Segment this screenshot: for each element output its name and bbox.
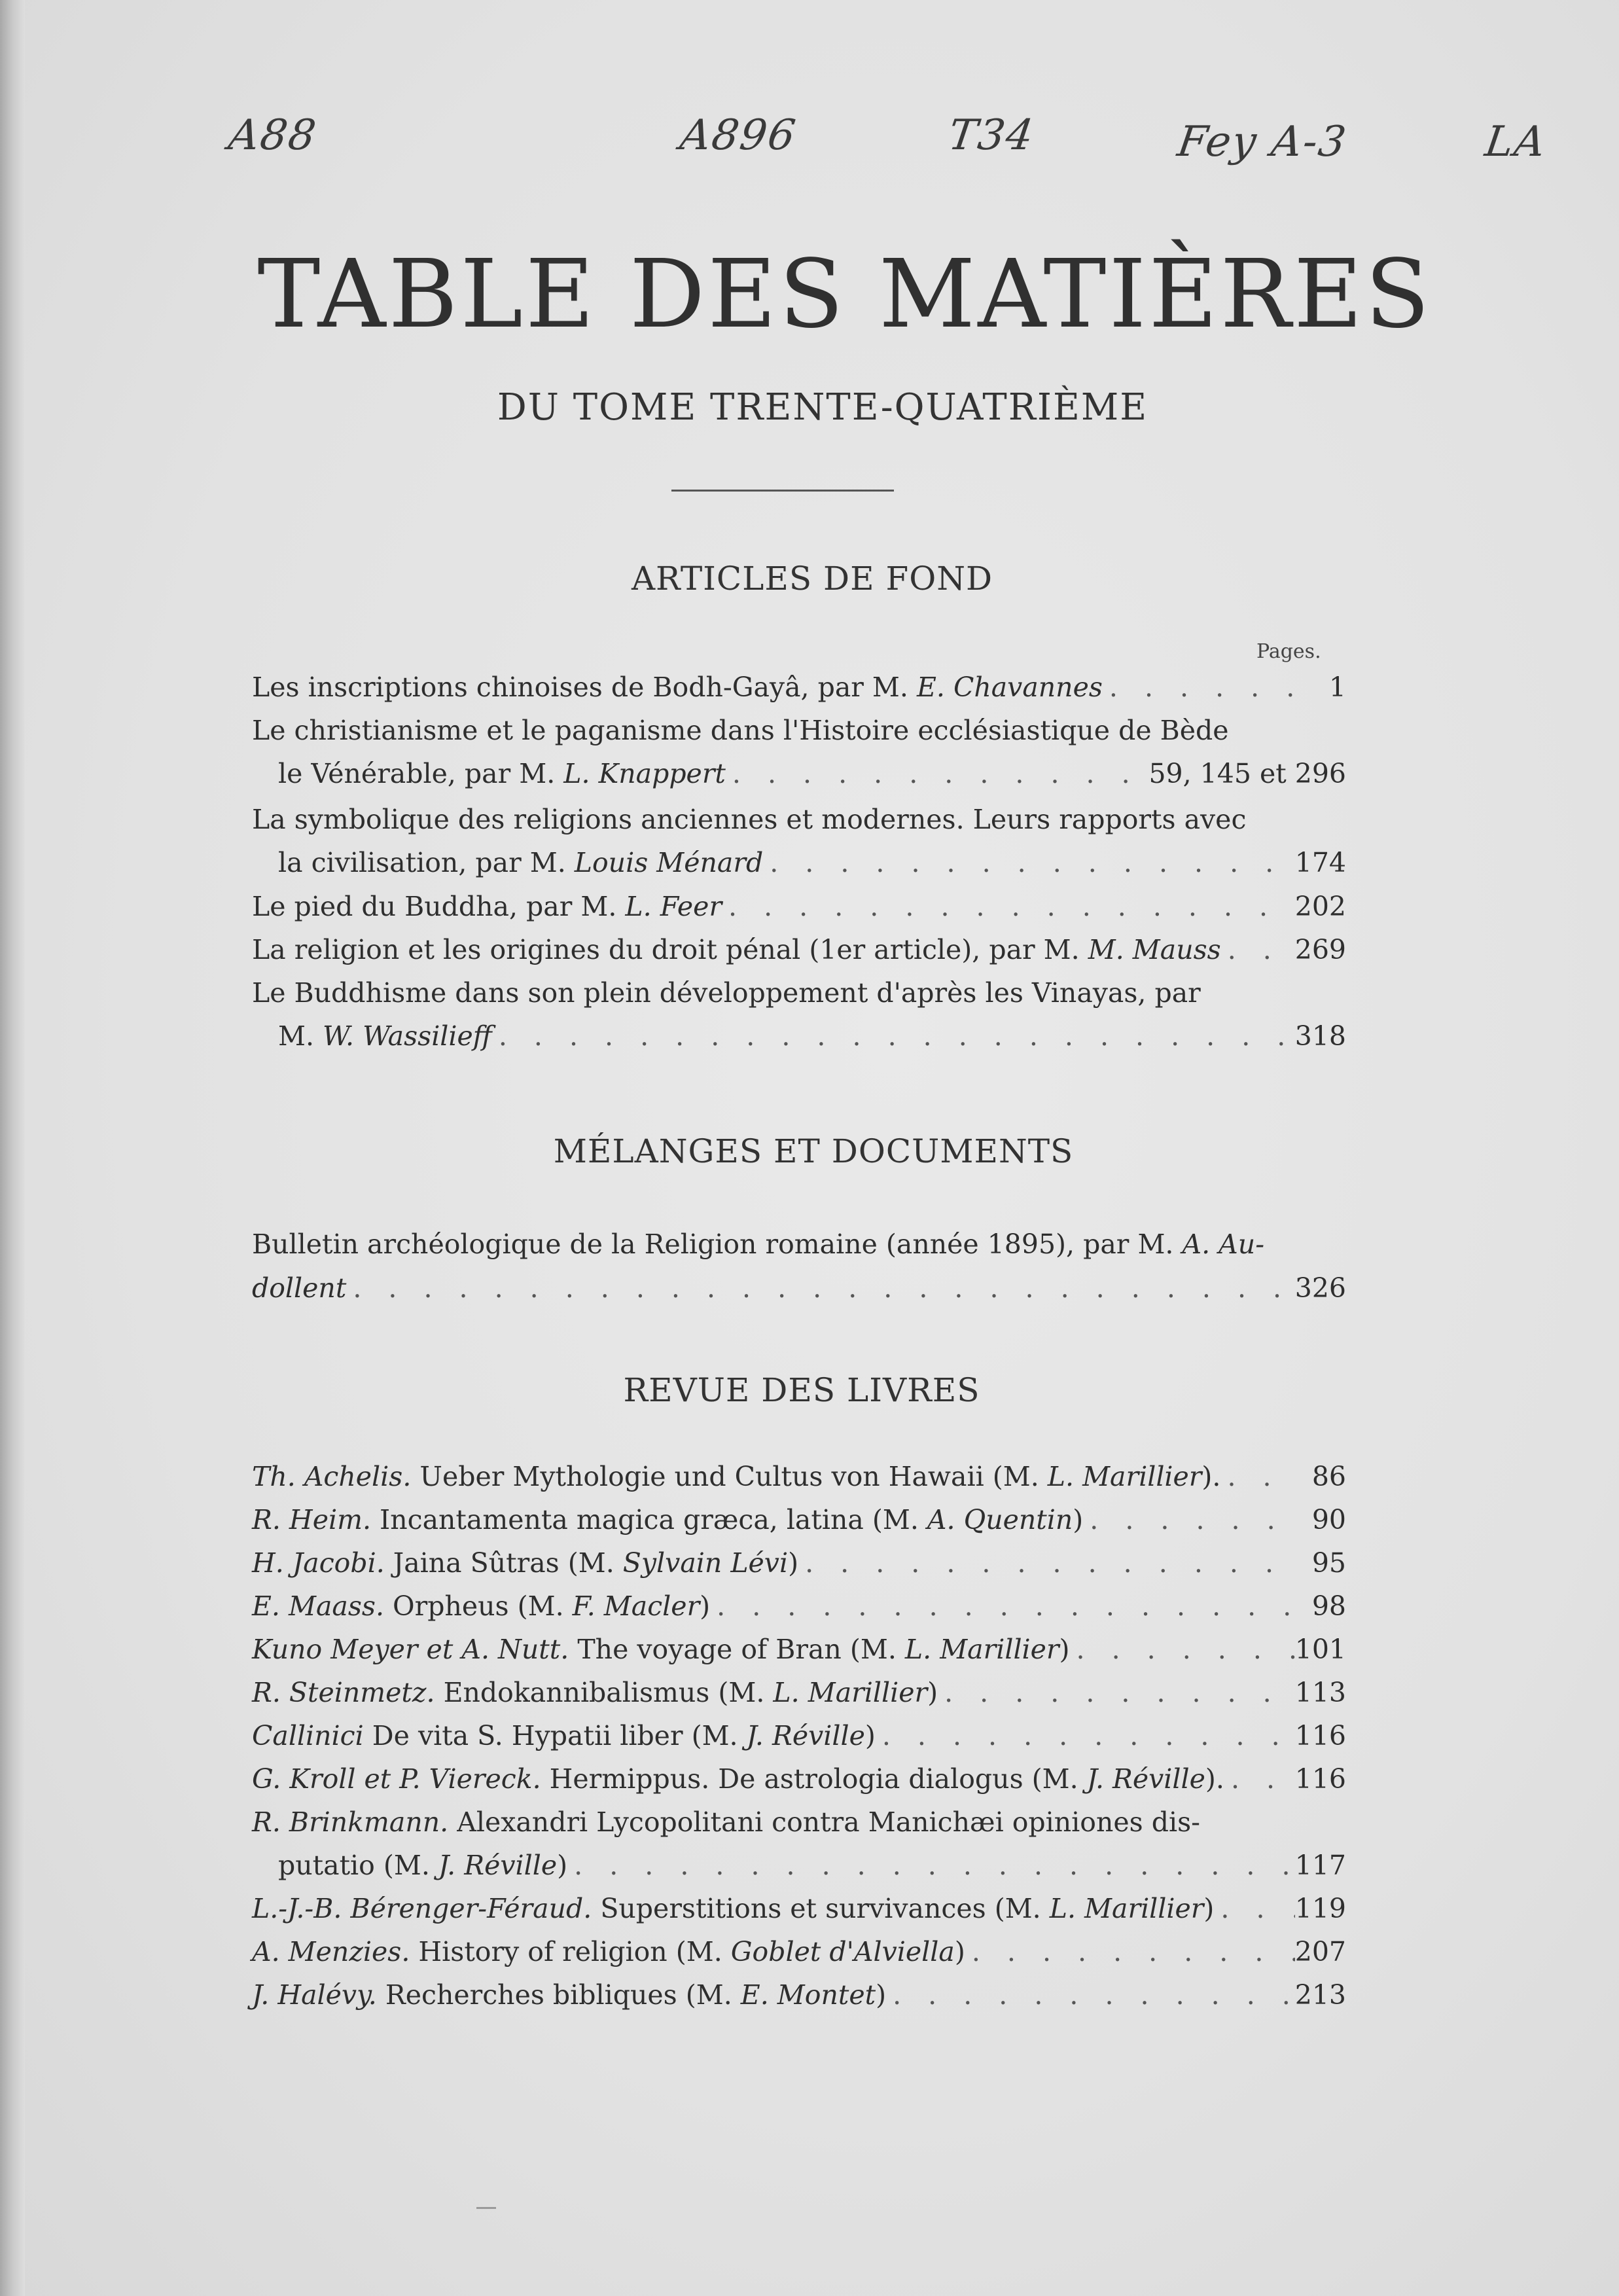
page-number: 213 [1294, 1979, 1346, 2011]
review-entry: E. Maass. Orpheus (M. F. Macler) . . . 98 [252, 1586, 1346, 1626]
review-entry: R. Brinkmann. Alexandri Lycopolitani contra Manichæi opiniones dis- [252, 1806, 1200, 1838]
page-number: 326 [1294, 1272, 1346, 1304]
toc-entry: Les inscriptions chinoises de Bodh-Gayâ, par M. E. Chavannes . . . 1 [252, 667, 1346, 708]
handwritten-note: A88 [225, 111, 320, 160]
toc-entry: Le pied du Buddha, par M. L. Feer . . . 202 [252, 886, 1346, 927]
page-number: 59, 145 et 296 [1148, 758, 1346, 789]
review-entry: Callinici De vita S. Hypatii liber (M. J. Réville) . . . 116 [252, 1715, 1346, 1756]
section-heading-revue: REVUE DES LIVRES [623, 1371, 980, 1409]
handwritten-note: A896 [677, 111, 800, 160]
handwritten-note: Fey A-3 [1174, 118, 1351, 166]
page-number: 113 [1294, 1677, 1346, 1708]
handwritten-note: LA [1482, 118, 1550, 166]
review-entry: L.-J.-B. Bérenger-Féraud. Superstitions et survivances (M. L. Marillier) . . . 119 [252, 1888, 1346, 1929]
toc-entry: La religion et les origines du droit pénal (1er article), par M. M. Mauss . . . 269 [252, 929, 1346, 970]
review-entry: R. Heim. Incantamenta magica græca, latina (M. A. Quentin) . . . 90 [252, 1499, 1346, 1540]
page-number: 119 [1294, 1893, 1346, 1924]
toc-entry-continuation: M. W. Wassilieff . . . 318 [278, 1016, 1346, 1056]
review-entry: A. Menzies. History of religion (M. Goblet d'Alviella) . . . 207 [252, 1931, 1346, 1972]
review-entry: Th. Achelis. Ueber Mythologie und Cultus von Hawaii (M. L. Marillier). . . . 86 [252, 1456, 1346, 1497]
review-entry: R. Steinmetz. Endokannibalismus (M. L. Marillier) . . . 113 [252, 1672, 1346, 1713]
page-title: TABLE DES MATIÈRES [257, 239, 1432, 349]
page-number: 95 [1311, 1547, 1346, 1579]
toc-entry: Le Buddhisme dans son plein développement d'après les Vinayas, par [252, 977, 1201, 1009]
toc-entry: La symbolique des religions anciennes et modernes. Leurs rapports avec [252, 804, 1247, 835]
pages-column-label: Pages. [1256, 640, 1321, 663]
review-entry: H. Jacobi. Jaina Sûtras (M. Sylvain Lévi) . . . 95 [252, 1543, 1346, 1583]
review-entry: G. Kroll et P. Viereck. Hermippus. De astrologia dialogus (M. J. Réville). . . . 116 [252, 1759, 1346, 1799]
page-number: 101 [1294, 1634, 1346, 1665]
toc-entry-continuation: la civilisation, par M. Louis Ménard . . . 174 [278, 842, 1346, 883]
page-number: 318 [1294, 1020, 1346, 1052]
page-number: 90 [1311, 1504, 1346, 1535]
page-number: 116 [1294, 1763, 1346, 1795]
title-divider [671, 490, 894, 492]
page-number: 269 [1294, 934, 1346, 965]
toc-entry-continuation: le Vénérable, par M. L. Knappert . . . 59, 145 et 296 [278, 753, 1346, 794]
toc-entry: Bulletin archéologique de la Religion romaine (année 1895), par M. A. Au- [252, 1229, 1265, 1260]
review-entry-continuation: putatio (M. J. Réville) . . . 117 [278, 1845, 1346, 1886]
toc-entry: Le christianisme et le paganisme dans l'Histoire ecclésiastique de Bède [252, 715, 1229, 746]
page-number: 86 [1311, 1461, 1346, 1492]
handwritten-note: T34 [945, 111, 1038, 160]
toc-entry-continuation: dollent . . . 326 [252, 1268, 1346, 1308]
section-heading-melanges: MÉLANGES ET DOCUMENTS [553, 1132, 1074, 1170]
page-number: 174 [1294, 847, 1346, 878]
page-number: 1 [1328, 672, 1346, 703]
section-heading-articles: ARTICLES DE FOND [631, 560, 993, 598]
page-subtitle: DU TOME TRENTE-QUATRIÈME [497, 386, 1148, 429]
page-number: 207 [1294, 1936, 1346, 1967]
page-number: 98 [1311, 1590, 1346, 1622]
page-number: 116 [1294, 1720, 1346, 1751]
page-number: 117 [1294, 1850, 1346, 1881]
review-entry: Kuno Meyer et A. Nutt. The voyage of Bran (M. L. Marillier) . . . 101 [252, 1629, 1346, 1670]
page-number: 202 [1294, 891, 1346, 922]
page-mark [476, 2207, 496, 2209]
review-entry: J. Halévy. Recherches bibliques (M. E. Montet) . . . 213 [252, 1975, 1346, 2015]
